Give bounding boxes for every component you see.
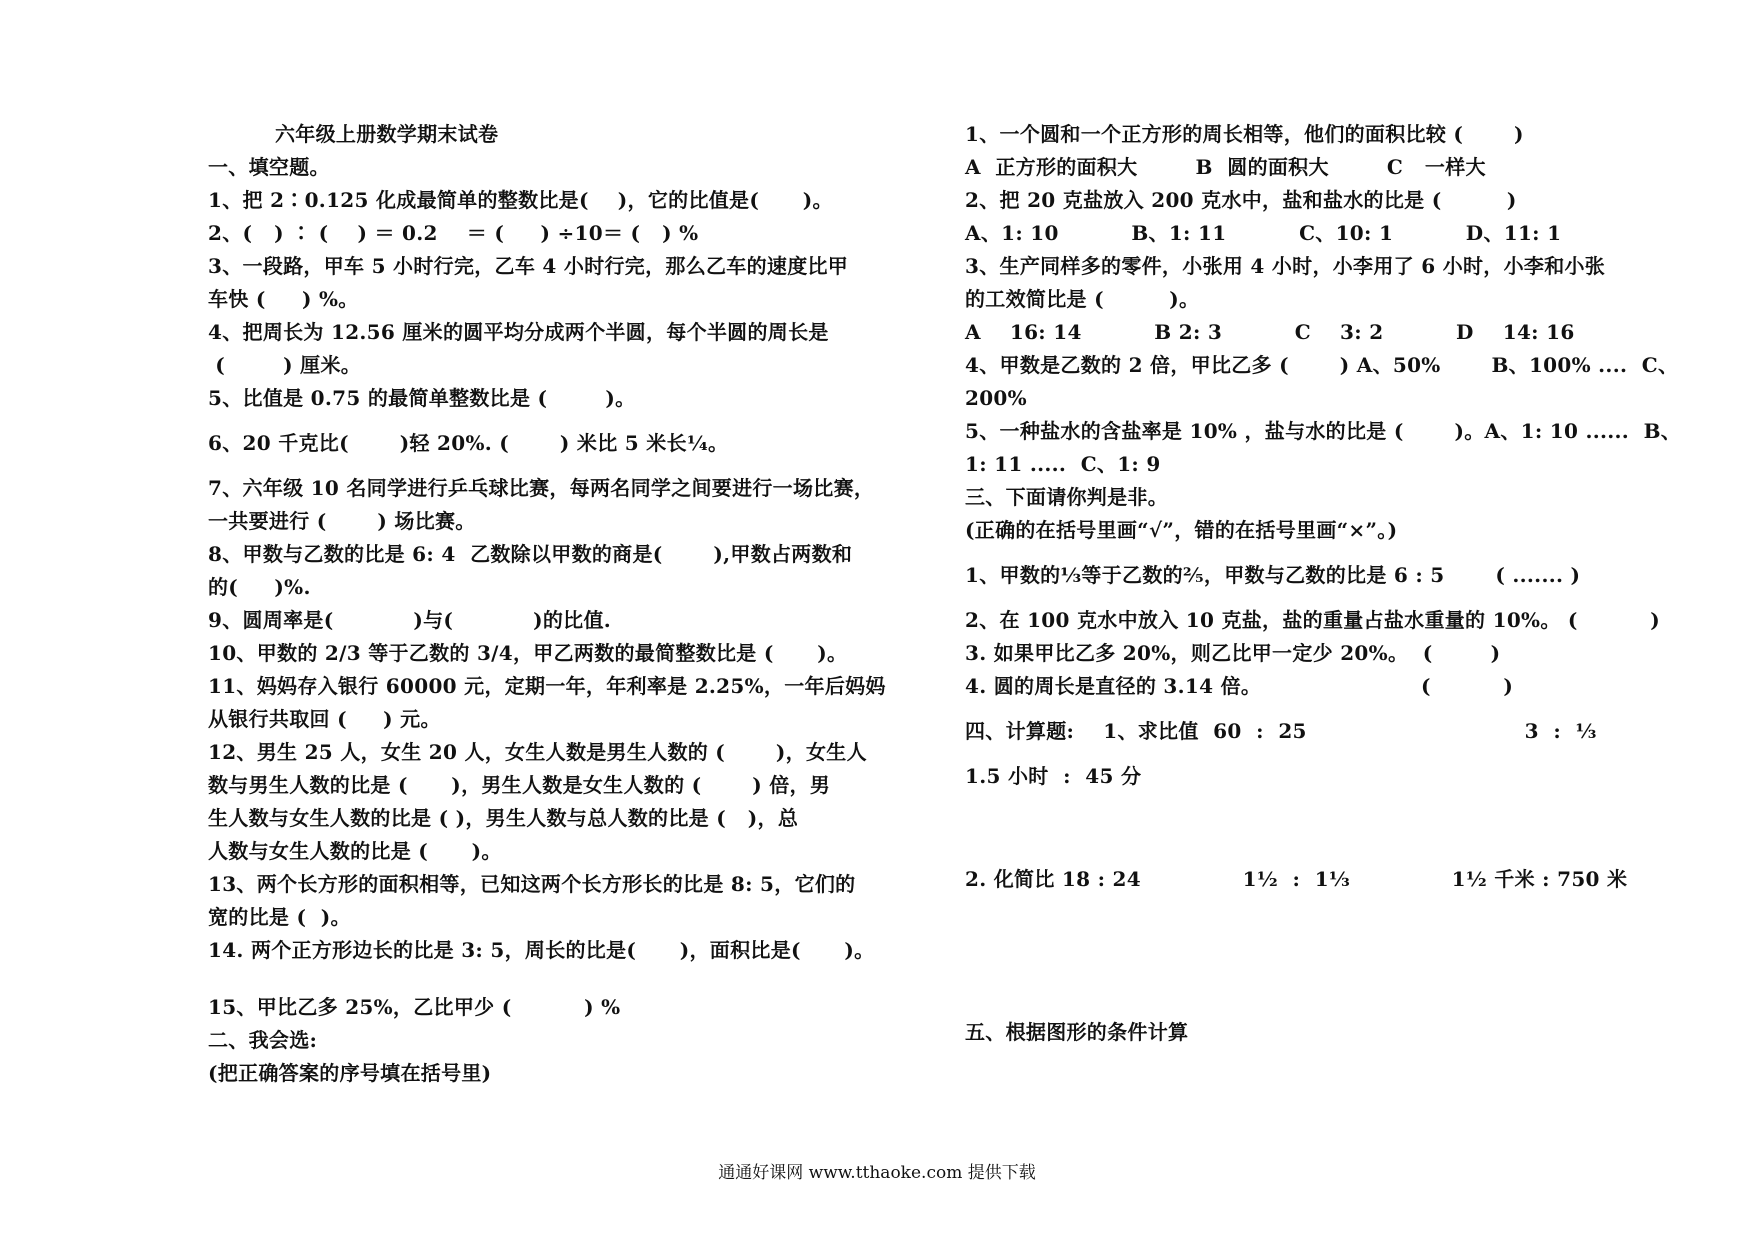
section-judge-heading: 三、下面请你判是非。 [965, 485, 1168, 509]
page-footer: 通通好课网 www.tthaoke.com 提供下载 [718, 1163, 1036, 1183]
question-text: 4、把周长为 12.56 厘米的圆平均分成两个半圆，每个半圆的周长是 [208, 320, 829, 344]
question-text: 2、把 20 克盐放入 200 克水中，盐和盐水的比是 ( ) [965, 188, 1517, 212]
question-text: 10、甲数的 2/3 等于乙数的 3/4，甲乙两数的最简整数比是 ( )。 [208, 641, 848, 665]
question-text: ( ) 厘米。 [208, 353, 362, 377]
question-text: 数与男生人数的比是 ( )，男生人数是女生人数的 ( ) 倍，男 [208, 773, 831, 797]
question-text: 一共要进行 ( ) 场比赛。 [208, 509, 476, 533]
section-instruction: (正确的在括号里画“√”，错的在括号里画“×”。) [965, 518, 1398, 542]
question-text: 1、一个圆和一个正方形的周长相等，他们的面积比较 ( ) [965, 122, 1524, 146]
question-text: 3、生产同样多的零件，小张用 4 小时，小李用了 6 小时，小李和小张 [965, 254, 1606, 278]
question-text: 从银行共取回 ( ) 元。 [208, 707, 441, 731]
section-choice-heading: 二、我会选: [208, 1028, 318, 1052]
left-column [208, 118, 898, 1090]
section-figure-heading: 五、根据图形的条件计算 [965, 1020, 1189, 1044]
question-text: 7、六年级 10 名同学进行乒乓球比赛，每两名同学之间要进行一场比赛， [208, 476, 875, 500]
question-text: 200% [965, 386, 1027, 410]
choice-options: A 正方形的面积大 B 圆的面积大 C 一样大 [965, 155, 1486, 179]
section-calc-heading: 四、计算题: 1、求比值 60 : 25 3 : ⅓ [965, 719, 1597, 743]
exam-title: 六年级上册数学期末试卷 [275, 122, 499, 146]
section-instruction: (把正确答案的序号填在括号里) [208, 1061, 492, 1085]
section-fill-heading: 一、填空题。 [208, 155, 330, 179]
choice-options: A 16: 14 B 2: 3 C 3: 2 D 14: 16 [965, 320, 1575, 344]
question-text: 2、( ) ∶ ( ) ＝ 0.2 ＝ ( ) ÷10＝ ( ) % [208, 221, 699, 245]
choice-options: A、1: 10 B、1: 11 C、10: 1 D、11: 1 [965, 221, 1562, 245]
question-text: 8、甲数与乙数的比是 6: 4 乙数除以甲数的商是( ),甲数占两数和 [208, 542, 853, 566]
question-text: 2. 化简比 18 : 24 1½ : 1⅓ 1½ 千米 : 750 米 [965, 867, 1628, 891]
question-text: 5、比值是 0.75 的最简单整数比是 ( )。 [208, 386, 636, 410]
question-text: 15、甲比乙多 25%，乙比甲少 ( ) % [208, 995, 621, 1019]
question-text: 14. 两个正方形边长的比是 3: 5，周长的比是( )，面积比是( )。 [208, 938, 875, 962]
question-text: 13、两个长方形的面积相等，已知这两个长方形长的比是 8: 5，它们的 [208, 872, 856, 896]
question-text: 的工效简比是 ( )。 [965, 287, 1200, 311]
question-text: 1、甲数的⅓等于乙数的⅖，甲数与乙数的比是 6 : 5 ( ....... ) [965, 563, 1581, 587]
question-text: 1: 11 ..... C、1: 9 [965, 452, 1161, 476]
question-text: 1、把 2∶0.125 化成最简单的整数比是( )，它的比值是( )。 [208, 188, 833, 212]
question-text: 5、一种盐水的含盐率是 10% ，盐与水的比是 ( )。A、1: 10 ...... B、 [965, 419, 1682, 443]
question-text: 9、圆周率是( )与( )的比值. [208, 608, 612, 632]
question-text: 2、在 100 克水中放入 10 克盐，盐的重量占盐水重量的 10%。 ( ) [965, 608, 1661, 632]
question-text: 宽的比是 ( )。 [208, 905, 351, 929]
question-text: 的( )%. [208, 575, 311, 599]
question-text: 车快 ( ) %。 [208, 287, 359, 311]
right-column [965, 118, 1682, 1049]
question-text: 1.5 小时 : 45 分 [965, 764, 1142, 788]
question-text: 人数与女生人数的比是 ( )。 [208, 839, 502, 863]
question-text: 6、20 千克比( )轻 20%. ( ) 米比 5 米长¼。 [208, 431, 729, 455]
question-text: 4、甲数是乙数的 2 倍，甲比乙多 ( ) A、50% B、100% .... C、 [965, 353, 1679, 377]
question-text: 3、一段路，甲车 5 小时行完，乙车 4 小时行完，那么乙车的速度比甲 [208, 254, 849, 278]
question-text: 11、妈妈存入银行 60000 元，定期一年，年利率是 2.25%，一年后妈妈 [208, 674, 886, 698]
question-text: 4. 圆的周长是直径的 3.14 倍。 ( ) [965, 674, 1514, 698]
question-text: 3. 如果甲比乙多 20%，则乙比甲一定少 20%。 ( ) [965, 641, 1501, 665]
question-text: 生人数与女生人数的比是 ( )，男生人数与总人数的比是 ( )，总 [208, 806, 799, 830]
question-text: 12、男生 25 人，女生 20 人，女生人数是男生人数的 ( )，女生人 [208, 740, 867, 764]
